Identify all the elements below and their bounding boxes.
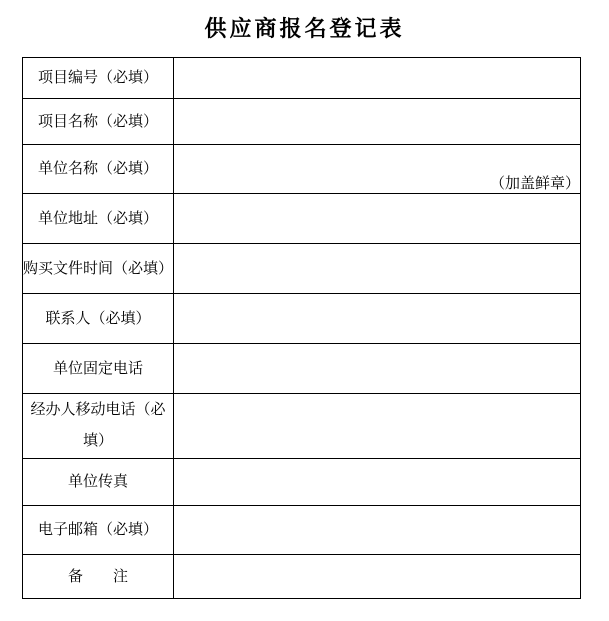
table-row bbox=[23, 58, 581, 99]
table-row bbox=[23, 555, 581, 599]
registration-table bbox=[22, 57, 581, 599]
field-label: 项目名称（必填） bbox=[23, 99, 174, 145]
table-row bbox=[23, 145, 581, 194]
table-row bbox=[23, 459, 581, 506]
field-label: 经办人移动电话（必填） bbox=[23, 394, 174, 459]
table-row bbox=[23, 194, 581, 244]
stamp-note: （加盖鲜章） bbox=[489, 176, 580, 192]
field-value[interactable] bbox=[174, 555, 581, 599]
page-title: 供应商报名登记表 bbox=[204, 16, 405, 41]
field-label: 电子邮箱（必填） bbox=[23, 506, 174, 555]
table-body bbox=[23, 58, 581, 599]
table-row bbox=[23, 394, 581, 459]
field-label: 单位传真 bbox=[23, 459, 174, 506]
field-label: 单位名称（必填） bbox=[23, 145, 174, 194]
field-label: 单位固定电话 bbox=[23, 344, 174, 394]
table-row bbox=[23, 506, 581, 555]
field-value[interactable] bbox=[174, 459, 581, 506]
field-label: 单位地址（必填） bbox=[23, 194, 174, 244]
field-label: 联系人（必填） bbox=[23, 294, 174, 344]
field-value[interactable] bbox=[174, 145, 581, 194]
table-row bbox=[23, 244, 581, 294]
field-label: 备 注 bbox=[23, 555, 174, 599]
table-row bbox=[23, 344, 581, 394]
field-value[interactable] bbox=[174, 394, 581, 459]
table-row bbox=[23, 294, 581, 344]
field-value[interactable] bbox=[174, 344, 581, 394]
table-row bbox=[23, 99, 581, 145]
field-value[interactable] bbox=[174, 99, 581, 145]
field-value[interactable] bbox=[174, 58, 581, 99]
field-value[interactable] bbox=[174, 244, 581, 294]
field-value[interactable] bbox=[174, 194, 581, 244]
field-value[interactable] bbox=[174, 506, 581, 555]
field-label: 购买文件时间（必填） bbox=[23, 244, 174, 294]
field-value[interactable] bbox=[174, 294, 581, 344]
field-label: 项目编号（必填） bbox=[23, 58, 174, 99]
